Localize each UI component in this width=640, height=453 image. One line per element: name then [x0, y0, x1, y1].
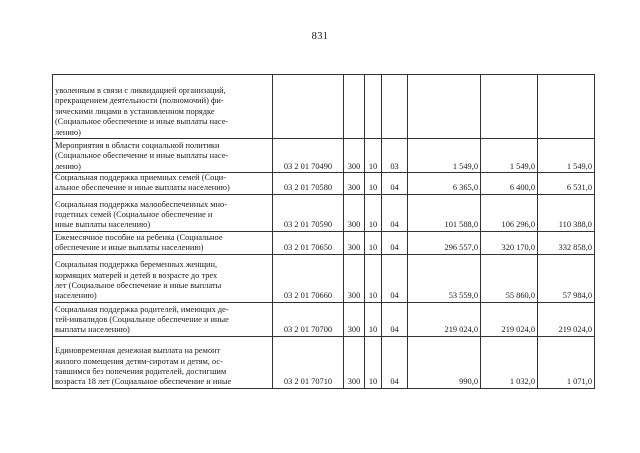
amount-year3-cell: 1 071,0 — [538, 336, 595, 388]
row-description — [53, 139, 273, 173]
amount-year1-cell: 6 365,0 — [408, 173, 481, 195]
description-line: уволенным в связи с ликвидацией организаций, — [55, 85, 226, 95]
amount-year3-cell: 6 531,0 — [538, 173, 595, 195]
table-row — [53, 173, 595, 195]
amount-year3-cell — [538, 75, 595, 139]
table-row — [53, 336, 595, 388]
description-line: (Социальное обеспечение и иные выплаты насе- — [55, 151, 229, 161]
code-cell — [273, 75, 344, 139]
description-line: кормящих матерей и детей в возрасте до трех — [55, 270, 218, 280]
table-row — [53, 254, 595, 302]
description-line: альное обеспечение и иные выплаты населению) — [55, 183, 230, 193]
amount-year3-cell: 219 024,0 — [538, 302, 595, 336]
subsection-cell: 03 — [382, 139, 408, 173]
amount-year1-cell: 990,0 — [408, 336, 481, 388]
table-row — [53, 194, 595, 231]
section-cell: 10 — [365, 302, 382, 336]
table-row — [53, 75, 595, 139]
amount-year1-cell: 1 549,0 — [408, 139, 481, 173]
code-cell: 03 2 01 70650 — [273, 231, 344, 254]
row-description — [53, 254, 273, 302]
amount-year2-cell: 6 400,0 — [481, 173, 538, 195]
description-line: Социальная поддержка родителей, имеющих де- — [55, 304, 229, 314]
description-line: Ежемесячное пособие на ребенка (Социальное — [55, 233, 223, 242]
expense-type-cell: 300 — [344, 254, 365, 302]
expense-type-cell: 300 — [344, 139, 365, 173]
description-line: Единовременная денежная выплата на ремонт — [55, 346, 221, 356]
amount-year3-cell: 332 858,0 — [538, 231, 595, 254]
code-cell: 03 2 01 70490 — [273, 139, 344, 173]
expense-type-cell: 300 — [344, 302, 365, 336]
expense-type-cell — [344, 75, 365, 139]
amount-year2-cell: 320 170,0 — [481, 231, 538, 254]
row-description — [53, 231, 273, 254]
subsection-cell: 04 — [382, 336, 408, 388]
section-cell: 10 — [365, 231, 382, 254]
amount-year1-cell: 53 559,0 — [408, 254, 481, 302]
amount-year2-cell: 1 549,0 — [481, 139, 538, 173]
subsection-cell: 04 — [382, 254, 408, 302]
description-line: Мероприятия в области социальной политики — [55, 140, 220, 150]
description-line: тей-инвалидов (Социальное обеспечение и иные — [55, 315, 229, 324]
amount-year1-cell — [408, 75, 481, 139]
section-cell — [365, 75, 382, 139]
table-row — [53, 302, 595, 336]
amount-year3-cell: 57 984,0 — [538, 254, 595, 302]
expense-type-cell: 300 — [344, 194, 365, 231]
code-cell: 03 2 01 70660 — [273, 254, 344, 302]
code-cell: 03 2 01 70580 — [273, 173, 344, 195]
code-cell: 03 2 01 70710 — [273, 336, 344, 388]
amount-year3-cell: 1 549,0 — [538, 139, 595, 173]
section-cell: 10 — [365, 139, 382, 173]
row-description — [53, 302, 273, 336]
page-number: 831 — [311, 31, 329, 42]
code-cell: 03 2 01 70700 — [273, 302, 344, 336]
subsection-cell: 04 — [382, 173, 408, 195]
description-line: тавшимся без попечения родителей, достигшим — [55, 367, 227, 376]
table-row — [53, 139, 595, 173]
description-line: прекращением деятельности (полномочий) фи- — [55, 96, 224, 106]
description-line: обеспечение и иные выплаты населению) — [55, 243, 204, 253]
row-description — [53, 194, 273, 231]
budget-table — [52, 74, 595, 389]
subsection-cell: 04 — [382, 194, 408, 231]
subsection-cell — [382, 75, 408, 139]
subsection-cell: 04 — [382, 302, 408, 336]
row-description — [53, 336, 273, 388]
description-line: лению) — [55, 161, 81, 171]
description-line: возраста 18 лет (Социальное обеспечение и иные — [55, 377, 232, 387]
expense-type-cell: 300 — [344, 231, 365, 254]
amount-year3-cell: 110 388,0 — [538, 194, 595, 231]
description-line: лению) — [55, 127, 81, 137]
description-line: населению) — [55, 291, 97, 301]
expense-type-cell: 300 — [344, 336, 365, 388]
section-cell: 10 — [365, 254, 382, 302]
amount-year1-cell: 296 557,0 — [408, 231, 481, 254]
amount-year2-cell: 1 032,0 — [481, 336, 538, 388]
amount-year2-cell — [481, 75, 538, 139]
description-line: жилого помещения детям-сиротам и детям, ос- — [55, 356, 223, 366]
row-description — [53, 173, 273, 195]
section-cell: 10 — [365, 173, 382, 195]
description-line: лет (Социальное обеспечение и иные выплаты — [55, 281, 222, 290]
code-cell: 03 2 01 70590 — [273, 194, 344, 231]
description-line: Социальная поддержка малообеспеченных мно- — [55, 199, 227, 209]
description-line: (Социальное обеспечение и иные выплаты насе- — [55, 117, 229, 127]
expense-type-cell: 300 — [344, 173, 365, 195]
description-line: годетных семей (Социальное обеспечение и — [55, 210, 213, 219]
amount-year1-cell: 101 588,0 — [408, 194, 481, 231]
amount-year2-cell: 55 860,0 — [481, 254, 538, 302]
description-line: Социальная поддержка приемных семей (Соци- — [55, 173, 227, 182]
amount-year2-cell: 106 296,0 — [481, 194, 538, 231]
description-line: Социальная поддержка беременных женщин, — [55, 260, 218, 270]
section-cell: 10 — [365, 194, 382, 231]
section-cell: 10 — [365, 336, 382, 388]
description-line: зическими лицами в установленном порядке — [55, 106, 215, 116]
amount-year2-cell: 219 024,0 — [481, 302, 538, 336]
description-line: иные выплаты населению) — [55, 220, 151, 230]
amount-year1-cell: 219 024,0 — [408, 302, 481, 336]
description-line: выплаты населению) — [55, 325, 130, 335]
row-description — [53, 75, 273, 139]
table-row — [53, 231, 595, 254]
subsection-cell: 04 — [382, 231, 408, 254]
